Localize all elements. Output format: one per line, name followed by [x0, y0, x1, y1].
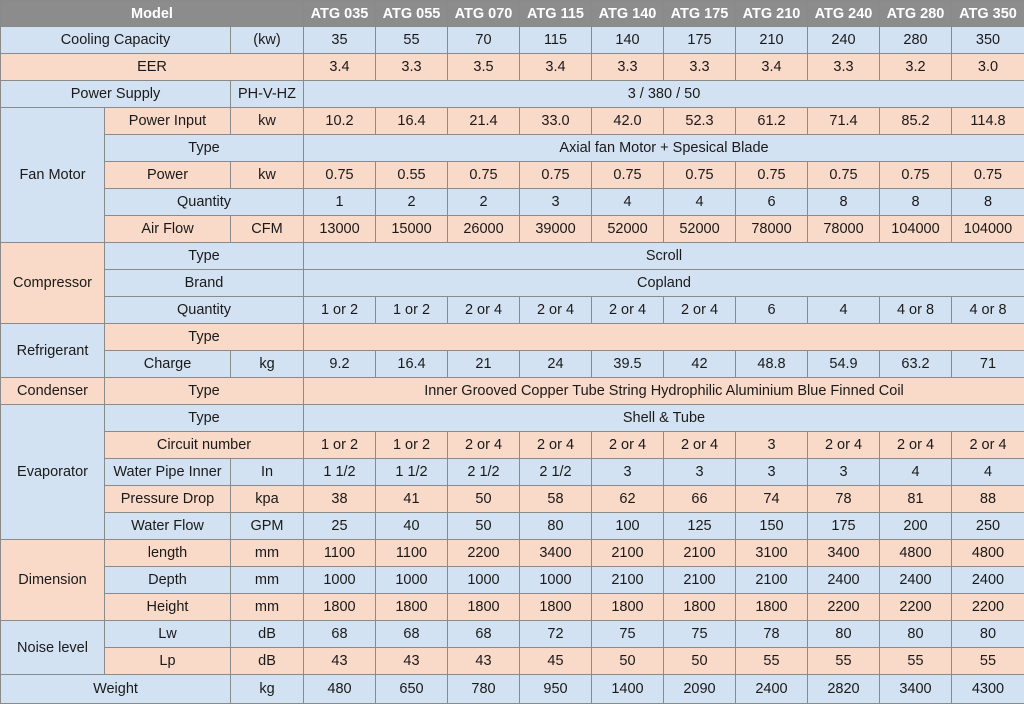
value-cell: 35 — [304, 27, 376, 54]
evaporator-pipe-row — [1, 459, 1024, 486]
merged-value-cell: Inner Grooved Copper Tube String Hydrophilic Aluminium Blue Finned Coil — [304, 378, 1024, 405]
value-cell: 1 or 2 — [304, 297, 376, 324]
value-cell: 3.3 — [376, 54, 448, 81]
value-cell: 4300 — [952, 675, 1024, 704]
value-cell: 2820 — [808, 675, 880, 704]
refrigerant-charge-row — [1, 351, 1024, 378]
value-cell: 8 — [880, 189, 952, 216]
value-cell: 50 — [448, 486, 520, 513]
value-cell: 1100 — [376, 540, 448, 567]
value-cell: 125 — [664, 513, 736, 540]
merged-value-cell: 3 / 380 / 50 — [304, 81, 1024, 108]
value-cell: 1800 — [376, 594, 448, 621]
row-label: Depth — [105, 567, 231, 594]
weight-row — [1, 675, 1024, 704]
noise-lw-row — [1, 621, 1024, 648]
value-cell: 33.0 — [520, 108, 592, 135]
value-cell: 2100 — [664, 540, 736, 567]
value-cell: 1 or 2 — [376, 432, 448, 459]
row-label: Type — [105, 378, 304, 405]
row-label: Type — [105, 135, 304, 162]
cooling-capacity-row — [1, 27, 1024, 54]
value-cell: 1800 — [520, 594, 592, 621]
group-label-noise-level: Noise level — [1, 621, 105, 675]
value-cell: 104000 — [880, 216, 952, 243]
value-cell: 80 — [520, 513, 592, 540]
value-cell: 175 — [808, 513, 880, 540]
fan-air-flow-row — [1, 216, 1024, 243]
value-cell: 6 — [736, 189, 808, 216]
value-cell: 3.2 — [880, 54, 952, 81]
value-cell: 4 — [880, 459, 952, 486]
value-cell: 4 or 8 — [880, 297, 952, 324]
evaporator-water-flow-row — [1, 513, 1024, 540]
value-cell: 40 — [376, 513, 448, 540]
value-cell: 75 — [592, 621, 664, 648]
value-cell: 2 1/2 — [448, 459, 520, 486]
value-cell: 2200 — [448, 540, 520, 567]
model-name: ATG 240 — [808, 1, 880, 27]
value-cell: 21 — [448, 351, 520, 378]
unit-cell: mm — [231, 540, 304, 567]
value-cell: 58 — [520, 486, 592, 513]
unit-cell: In — [231, 459, 304, 486]
value-cell: 39000 — [520, 216, 592, 243]
value-cell: 2 or 4 — [952, 432, 1024, 459]
value-cell: 2200 — [952, 594, 1024, 621]
value-cell: 2200 — [880, 594, 952, 621]
value-cell: 8 — [808, 189, 880, 216]
row-label: Quantity — [105, 189, 304, 216]
unit-cell: dB — [231, 621, 304, 648]
value-cell: 55 — [880, 648, 952, 675]
row-label: Lw — [105, 621, 231, 648]
value-cell: 150 — [736, 513, 808, 540]
value-cell: 15000 — [376, 216, 448, 243]
value-cell: 10.2 — [304, 108, 376, 135]
value-cell: 3 — [664, 459, 736, 486]
model-name: ATG 055 — [376, 1, 448, 27]
value-cell: 2 or 4 — [520, 432, 592, 459]
unit-cell: PH-V-HZ — [231, 81, 304, 108]
row-label: length — [105, 540, 231, 567]
row-label: Circuit number — [105, 432, 304, 459]
value-cell: 2 or 4 — [880, 432, 952, 459]
value-cell: 2 or 4 — [592, 297, 664, 324]
value-cell: 68 — [448, 621, 520, 648]
value-cell: 480 — [304, 675, 376, 704]
value-cell: 780 — [448, 675, 520, 704]
value-cell: 104000 — [952, 216, 1024, 243]
value-cell: 2 1/2 — [520, 459, 592, 486]
dimension-height-row — [1, 594, 1024, 621]
value-cell: 2 or 4 — [448, 432, 520, 459]
row-label: Power Input — [105, 108, 231, 135]
value-cell: 2 or 4 — [520, 297, 592, 324]
model-name: ATG 210 — [736, 1, 808, 27]
value-cell: 71.4 — [808, 108, 880, 135]
value-cell: 0.75 — [808, 162, 880, 189]
evaporator-circuit-row — [1, 432, 1024, 459]
value-cell: 3 — [520, 189, 592, 216]
row-label: Quantity — [105, 297, 304, 324]
value-cell: 52.3 — [664, 108, 736, 135]
value-cell: 66 — [664, 486, 736, 513]
evaporator-pressure-row — [1, 486, 1024, 513]
fan-power-input-row — [1, 108, 1024, 135]
value-cell: 52000 — [664, 216, 736, 243]
value-cell: 38 — [304, 486, 376, 513]
value-cell: 1 1/2 — [304, 459, 376, 486]
value-cell: 114.8 — [952, 108, 1024, 135]
value-cell: 41 — [376, 486, 448, 513]
evaporator-type-row — [1, 405, 1024, 432]
value-cell: 4 — [592, 189, 664, 216]
value-cell: 3.3 — [808, 54, 880, 81]
value-cell: 24 — [520, 351, 592, 378]
value-cell: 1800 — [736, 594, 808, 621]
merged-value-cell: Scroll — [304, 243, 1024, 270]
value-cell: 1 or 2 — [304, 432, 376, 459]
value-cell: 3.4 — [736, 54, 808, 81]
value-cell: 52000 — [592, 216, 664, 243]
eer-row — [1, 54, 1024, 81]
value-cell: 2100 — [592, 567, 664, 594]
value-cell: 78 — [808, 486, 880, 513]
value-cell: 2400 — [952, 567, 1024, 594]
value-cell: 0.75 — [592, 162, 664, 189]
value-cell: 68 — [304, 621, 376, 648]
row-label: Type — [105, 243, 304, 270]
value-cell: 85.2 — [880, 108, 952, 135]
value-cell: 61.2 — [736, 108, 808, 135]
value-cell: 1100 — [304, 540, 376, 567]
value-cell: 42 — [664, 351, 736, 378]
value-cell: 2 or 4 — [808, 432, 880, 459]
header-row — [1, 1, 1024, 27]
value-cell: 1 1/2 — [376, 459, 448, 486]
unit-cell: kw — [231, 108, 304, 135]
refrigerant-type-row — [1, 324, 1024, 351]
value-cell: 25 — [304, 513, 376, 540]
row-label: Type — [105, 324, 304, 351]
power-supply-row — [1, 81, 1024, 108]
value-cell: 3 — [592, 459, 664, 486]
row-label: EER — [1, 54, 304, 81]
value-cell: 80 — [880, 621, 952, 648]
value-cell: 200 — [880, 513, 952, 540]
value-cell: 21.4 — [448, 108, 520, 135]
model-name: ATG 140 — [592, 1, 664, 27]
value-cell: 16.4 — [376, 108, 448, 135]
value-cell: 1800 — [592, 594, 664, 621]
group-label-condenser: Condenser — [1, 378, 105, 405]
fan-quantity-row — [1, 189, 1024, 216]
value-cell: 650 — [376, 675, 448, 704]
value-cell: 4800 — [880, 540, 952, 567]
value-cell: 2 or 4 — [592, 432, 664, 459]
value-cell: 1000 — [520, 567, 592, 594]
value-cell: 1800 — [664, 594, 736, 621]
value-cell: 3.3 — [592, 54, 664, 81]
row-label: Type — [105, 405, 304, 432]
value-cell: 1000 — [304, 567, 376, 594]
value-cell: 0.75 — [952, 162, 1024, 189]
value-cell: 2 — [376, 189, 448, 216]
value-cell: 42.0 — [592, 108, 664, 135]
group-label-compressor: Compressor — [1, 243, 105, 324]
fan-type-row — [1, 135, 1024, 162]
value-cell: 55 — [808, 648, 880, 675]
value-cell: 70 — [448, 27, 520, 54]
value-cell: 39.5 — [592, 351, 664, 378]
value-cell: 950 — [520, 675, 592, 704]
value-cell: 2100 — [736, 567, 808, 594]
value-cell: 43 — [304, 648, 376, 675]
unit-cell: kg — [231, 675, 304, 704]
value-cell: 140 — [592, 27, 664, 54]
value-cell: 88 — [952, 486, 1024, 513]
value-cell: 55 — [736, 648, 808, 675]
value-cell: 8 — [952, 189, 1024, 216]
value-cell: 50 — [592, 648, 664, 675]
row-label: Power — [105, 162, 231, 189]
group-label-evaporator: Evaporator — [1, 405, 105, 540]
row-label: Brand — [105, 270, 304, 297]
value-cell: 1000 — [376, 567, 448, 594]
compressor-brand-row — [1, 270, 1024, 297]
value-cell: 3.3 — [664, 54, 736, 81]
row-label: Air Flow — [105, 216, 231, 243]
value-cell: 0.75 — [304, 162, 376, 189]
value-cell: 4 — [664, 189, 736, 216]
value-cell: 0.55 — [376, 162, 448, 189]
compressor-type-row — [1, 243, 1024, 270]
value-cell: 100 — [592, 513, 664, 540]
value-cell: 3.4 — [304, 54, 376, 81]
value-cell: 75 — [664, 621, 736, 648]
value-cell: 1 — [304, 189, 376, 216]
value-cell: 2100 — [664, 567, 736, 594]
model-header: Model — [1, 1, 304, 27]
value-cell: 250 — [952, 513, 1024, 540]
model-name: ATG 035 — [304, 1, 376, 27]
value-cell: 175 — [664, 27, 736, 54]
value-cell: 3.5 — [448, 54, 520, 81]
row-label: Power Supply — [1, 81, 231, 108]
value-cell: 3.4 — [520, 54, 592, 81]
value-cell: 2 or 4 — [664, 432, 736, 459]
value-cell: 4 — [952, 459, 1024, 486]
value-cell: 80 — [808, 621, 880, 648]
condenser-row — [1, 378, 1024, 405]
unit-cell: mm — [231, 594, 304, 621]
value-cell: 13000 — [304, 216, 376, 243]
value-cell: 2400 — [808, 567, 880, 594]
value-cell: 280 — [880, 27, 952, 54]
value-cell: 3 — [736, 459, 808, 486]
row-label: Water Flow — [105, 513, 231, 540]
value-cell: 115 — [520, 27, 592, 54]
value-cell: 210 — [736, 27, 808, 54]
model-name: ATG 070 — [448, 1, 520, 27]
value-cell: 6 — [736, 297, 808, 324]
value-cell: 2090 — [664, 675, 736, 704]
value-cell: 1 or 2 — [376, 297, 448, 324]
value-cell: 16.4 — [376, 351, 448, 378]
model-name: ATG 115 — [520, 1, 592, 27]
value-cell: 1800 — [448, 594, 520, 621]
value-cell: 50 — [448, 513, 520, 540]
noise-lp-row — [1, 648, 1024, 675]
value-cell: 71 — [952, 351, 1024, 378]
dimension-depth-row — [1, 567, 1024, 594]
row-label: Weight — [1, 675, 231, 704]
unit-cell: kpa — [231, 486, 304, 513]
unit-cell: kw — [231, 162, 304, 189]
value-cell: 1800 — [304, 594, 376, 621]
value-cell: 0.75 — [448, 162, 520, 189]
unit-cell: CFM — [231, 216, 304, 243]
value-cell: 26000 — [448, 216, 520, 243]
value-cell: 2 — [448, 189, 520, 216]
value-cell: 0.75 — [880, 162, 952, 189]
model-name: ATG 350 — [952, 1, 1024, 27]
unit-cell: (kw) — [231, 27, 304, 54]
value-cell: 2100 — [592, 540, 664, 567]
merged-value-cell: Shell & Tube — [304, 405, 1024, 432]
group-label-dimension: Dimension — [1, 540, 105, 621]
value-cell: 3400 — [808, 540, 880, 567]
value-cell: 3400 — [520, 540, 592, 567]
value-cell: 54.9 — [808, 351, 880, 378]
value-cell: 2400 — [736, 675, 808, 704]
value-cell: 68 — [376, 621, 448, 648]
value-cell: 62 — [592, 486, 664, 513]
unit-cell: dB — [231, 648, 304, 675]
value-cell: 78000 — [736, 216, 808, 243]
unit-cell: mm — [231, 567, 304, 594]
value-cell: 43 — [448, 648, 520, 675]
group-label-fan-motor: Fan Motor — [1, 108, 105, 243]
value-cell: 78000 — [808, 216, 880, 243]
row-label: Pressure Drop — [105, 486, 231, 513]
row-label: Height — [105, 594, 231, 621]
merged-value-cell: Copland — [304, 270, 1024, 297]
unit-cell: kg — [231, 351, 304, 378]
value-cell: 43 — [376, 648, 448, 675]
value-cell: 45 — [520, 648, 592, 675]
value-cell: 2200 — [808, 594, 880, 621]
value-cell: 3 — [808, 459, 880, 486]
model-name: ATG 175 — [664, 1, 736, 27]
value-cell: 80 — [952, 621, 1024, 648]
model-name: ATG 280 — [880, 1, 952, 27]
value-cell: 55 — [952, 648, 1024, 675]
value-cell: 72 — [520, 621, 592, 648]
value-cell: 55 — [376, 27, 448, 54]
value-cell: 1400 — [592, 675, 664, 704]
merged-value-cell — [304, 324, 1024, 351]
group-label-refrigerant: Refrigerant — [1, 324, 105, 378]
value-cell: 48.8 — [736, 351, 808, 378]
value-cell: 0.75 — [736, 162, 808, 189]
value-cell: 4800 — [952, 540, 1024, 567]
value-cell: 2400 — [880, 567, 952, 594]
value-cell: 0.75 — [520, 162, 592, 189]
unit-cell: GPM — [231, 513, 304, 540]
value-cell: 9.2 — [304, 351, 376, 378]
row-label: Water Pipe Inner — [105, 459, 231, 486]
value-cell: 3 — [736, 432, 808, 459]
value-cell: 350 — [952, 27, 1024, 54]
row-label: Lp — [105, 648, 231, 675]
value-cell: 3.0 — [952, 54, 1024, 81]
value-cell: 78 — [736, 621, 808, 648]
value-cell: 2 or 4 — [664, 297, 736, 324]
value-cell: 240 — [808, 27, 880, 54]
value-cell: 4 or 8 — [952, 297, 1024, 324]
value-cell: 2 or 4 — [448, 297, 520, 324]
dimension-length-row — [1, 540, 1024, 567]
fan-power-row — [1, 162, 1024, 189]
compressor-quantity-row — [1, 297, 1024, 324]
merged-value-cell: Axial fan Motor + Spesical Blade — [304, 135, 1024, 162]
value-cell: 0.75 — [664, 162, 736, 189]
value-cell: 50 — [664, 648, 736, 675]
value-cell: 63.2 — [880, 351, 952, 378]
row-label: Cooling Capacity — [1, 27, 231, 54]
value-cell: 3400 — [880, 675, 952, 704]
value-cell: 74 — [736, 486, 808, 513]
row-label: Charge — [105, 351, 231, 378]
value-cell: 4 — [808, 297, 880, 324]
value-cell: 1000 — [448, 567, 520, 594]
value-cell: 3100 — [736, 540, 808, 567]
value-cell: 81 — [880, 486, 952, 513]
